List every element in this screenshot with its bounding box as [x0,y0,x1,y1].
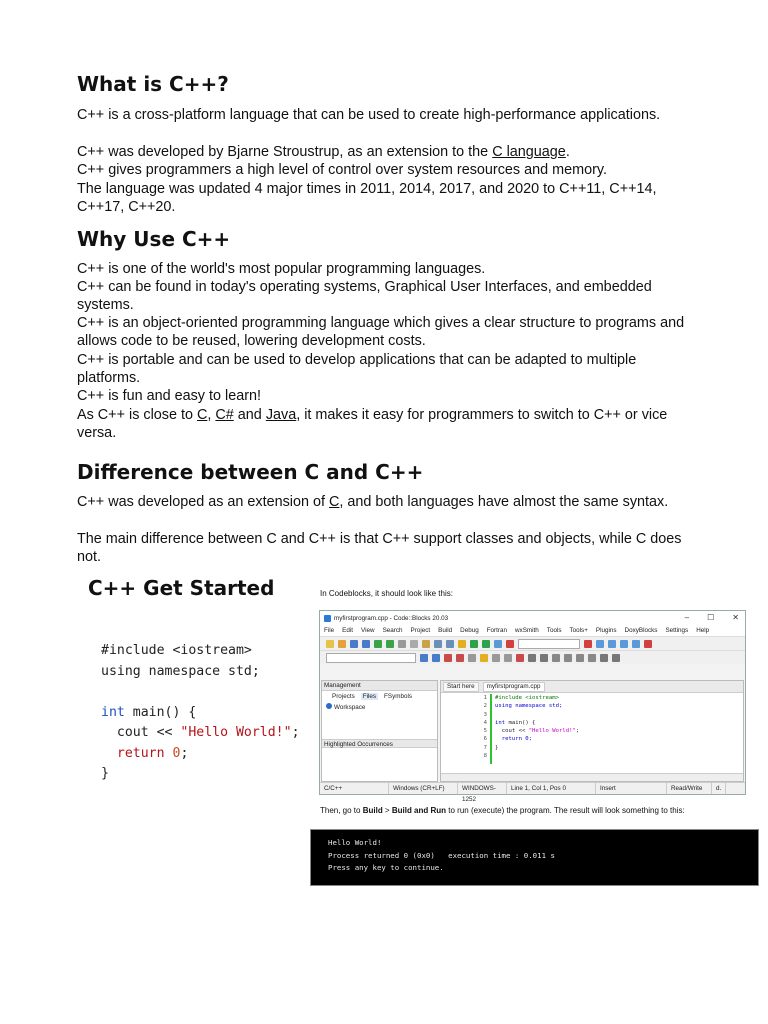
code-close-brace: } [101,766,109,781]
cb-app-icon [324,615,331,622]
step-icon[interactable] [596,640,604,648]
close-icon[interactable]: ✕ [732,613,739,622]
management-tabs [322,691,437,702]
block-icon[interactable] [552,654,560,662]
why-p1: C++ is one of the world's most popular programming languages. [77,261,486,277]
highlighted-title: Highlighted Occurrences [324,741,393,748]
undo-icon[interactable] [374,640,382,648]
why-p6-a: As C++ is close to [77,407,197,423]
status-language: C/C++ [320,783,389,794]
src-int: int [495,719,506,726]
then-a: Then, go to [320,806,363,815]
save-icon[interactable] [350,640,358,648]
src-string: "Hello World!" [528,728,576,735]
save-all-icon[interactable] [362,640,370,648]
next-instr-icon[interactable] [632,640,640,648]
match-icon[interactable] [516,654,524,662]
highlighted-header [322,739,437,748]
menu-tools[interactable]: Tools [546,627,562,634]
code-semicolon: ; [291,725,300,740]
status-access: Read/Write [667,783,712,794]
build-run-instruction [320,806,685,815]
doc-icon[interactable] [588,654,596,662]
paste-icon[interactable] [422,640,430,648]
src-cout: cout << [495,728,529,735]
grid-icon[interactable] [576,654,584,662]
editor-pane [440,680,744,782]
menu-file[interactable]: File [324,627,335,634]
code-semicolon-2: ; [180,745,189,761]
tab-myfirstprogram[interactable]: myfirstprogram.cpp [483,682,545,692]
diff-p1-a: C++ was developed as an extension of [77,494,330,510]
diff-p2: The main difference between C and C++ is that C++ support classes and objects, while C does not. [77,531,682,566]
step-into-icon[interactable] [608,640,616,648]
src-return: return 0; [495,736,533,743]
status-encoding: WINDOWS-1252 [458,783,507,794]
menu-view[interactable]: View [361,627,375,634]
why-p3: C++ is an object-oriented programming language which gives a clear structure to programs and allows code to be reused, lowering development costs. [77,315,685,350]
tab-fsymbols[interactable]: FSymbols [384,693,413,700]
why-p6-d: , it makes it easy for programmers to switch to C++ or vice versa. [77,407,668,442]
maximize-icon[interactable]: ☐ [707,613,715,622]
management-header [322,681,437,691]
copy-icon[interactable] [410,640,418,648]
c-link-diff[interactable]: C [329,494,340,510]
workspace-label: Workspace [334,704,366,711]
code-zero: 0 [172,745,181,761]
redo-icon[interactable] [386,640,394,648]
what-p2 [77,143,687,161]
settings-small-icon[interactable] [612,654,620,662]
console-output [310,829,759,886]
stop-icon[interactable] [506,640,514,648]
why-p6-b: , [207,407,216,423]
jump-icon[interactable] [444,654,452,662]
diff-p1 [77,493,687,511]
heading-why-use-cpp: Why Use C++ [77,227,231,251]
build-icon[interactable] [458,640,466,648]
code-string: "Hello World!" [180,725,292,740]
editor-hscrollbar[interactable] [441,773,743,781]
console-line-2: Process returned 0 (0x0) execution time : 0.011 s [328,850,555,860]
nav-back-icon[interactable] [420,654,428,662]
cb-title: myfirstprogram.cpp - Code::Blocks 20.03 [334,614,449,622]
search-small-icon[interactable] [600,654,608,662]
status-eol: Windows (CR+LF) [389,783,458,794]
console-line-1: Hello World! [328,838,382,847]
menu-tools-plus[interactable]: Tools+ [569,627,588,634]
nav-fwd-icon[interactable] [432,654,440,662]
menu-help[interactable]: Help [696,627,710,634]
code-cout: cout << [101,725,181,740]
why-p2: C++ can be found in today's operating systems, Graphical User Interfaces, and embedded systems. [77,279,652,314]
line-numbers: 1 2 3 4 5 6 7 8 [483,695,487,760]
status-position: Line 1, Col 1, Pos 0 [507,783,596,794]
debug-icon[interactable] [584,640,592,648]
status-extra: d. [712,783,726,794]
cb-toolbar-2 [320,650,745,664]
heading-difference: Difference between C and C++ [77,460,424,484]
menu-project[interactable]: Project [410,627,431,634]
menu-debug[interactable]: Debug [460,627,479,634]
target-select[interactable] [518,639,580,649]
workspace-item[interactable] [322,702,437,712]
zoom-in-icon[interactable] [528,654,536,662]
java-link[interactable]: Java [265,407,297,423]
bookmark-icon[interactable] [456,654,464,662]
src-using: using namespace std; [495,703,563,710]
changed-lines-bar [490,694,492,764]
what-p4: The language was updated 4 major times in 2011, 2014, 2017, and 2020 to C++11, C++14, C++17, C++20. [77,181,657,216]
menu-settings[interactable]: Settings [665,627,689,634]
code-line-2: using namespace std; [101,663,260,679]
code-line-1: #include <iostream> [101,643,252,658]
management-title: Management [324,682,361,689]
c-language-link[interactable]: C language [492,144,566,160]
console-line-3: Press any key to continue. [328,863,444,872]
uncomment-icon[interactable] [504,654,512,662]
what-p1: C++ is a cross-platform language that can be used to create high-performance applications. [77,107,661,123]
step-out-icon[interactable] [620,640,628,648]
why-p6 [77,406,687,442]
comment-icon[interactable] [492,654,500,662]
management-panel [321,680,438,782]
new-file-icon[interactable] [326,640,334,648]
code-return-keyword: return [101,745,165,761]
highlight-icon[interactable] [480,654,488,662]
tab-files[interactable]: Files [362,693,377,700]
why-p4: C++ is portable and can be used to develop applications that can be adapted to multiple platforms. [77,352,637,387]
scope-select[interactable] [326,653,416,663]
editor-tabs [441,681,743,693]
then-b: to run (execute) the program. The result will look something to this: [446,806,685,815]
menu-edit[interactable]: Edit [342,627,354,634]
cb-window-controls [685,613,739,622]
src-include: #include <iostream> [495,695,559,701]
menu-wxsmith[interactable]: wxSmith [515,627,539,634]
minimize-icon[interactable]: – [684,613,690,622]
zoom-out-icon[interactable] [540,654,548,662]
open-icon[interactable] [338,640,346,648]
src-semi: ; [575,728,580,735]
cb-toolbar-1 [320,636,745,650]
csharp-link[interactable]: C# [215,407,234,423]
list-icon[interactable] [564,654,572,662]
then-gt: > [382,806,392,815]
c-link[interactable]: C [196,407,208,423]
menu-doxyblocks[interactable]: DoxyBlocks [624,627,658,634]
workspace-icon [326,703,332,709]
editor-source[interactable] [495,694,579,752]
why-p5: C++ is fun and easy to learn! [77,388,261,404]
heading-what-is-cpp: What is C++? [77,72,229,96]
cb-menubar [320,625,745,636]
bookmark-next-icon[interactable] [468,654,476,662]
rebuild-icon[interactable] [494,640,502,648]
menu-search[interactable]: Search [382,627,403,634]
cb-statusbar [320,782,745,803]
src-main: main() { [505,719,536,726]
codeblocks-caption: In Codeblocks, it should look like this: [320,589,453,598]
run-icon[interactable] [470,640,478,648]
then-build-run: Build and Run [391,806,447,815]
break-icon[interactable] [644,640,652,648]
code-main: main() { [124,704,197,720]
diff-p1-b: , and both languages have almost the same syntax. [339,494,669,510]
menu-build[interactable]: Build [438,627,453,634]
replace-icon[interactable] [446,640,454,648]
code-int-keyword: int [101,704,125,720]
cut-icon[interactable] [398,640,406,648]
what-p2-text: C++ was developed by Bjarne Stroustrup, as an extension to the [77,144,493,160]
then-build: Build [362,806,383,815]
src-brace: } [495,744,499,751]
why-p6-c: and [233,407,266,423]
what-p2-end: . [565,144,570,160]
tab-projects[interactable]: Projects [332,693,355,700]
find-icon[interactable] [434,640,442,648]
hello-world-code [101,641,300,785]
build-run-icon[interactable] [482,640,490,648]
console-text [328,837,555,875]
tab-start-here[interactable]: Start here [443,682,479,692]
heading-get-started: C++ Get Started [88,576,275,600]
cb-titlebar [320,611,745,625]
menu-plugins[interactable]: Plugins [595,627,617,634]
menu-fortran[interactable]: Fortran [486,627,507,634]
codeblocks-window [319,610,746,803]
status-mode: Insert [596,783,667,794]
what-p3: C++ gives programmers a high level of control over system resources and memory. [77,162,608,178]
